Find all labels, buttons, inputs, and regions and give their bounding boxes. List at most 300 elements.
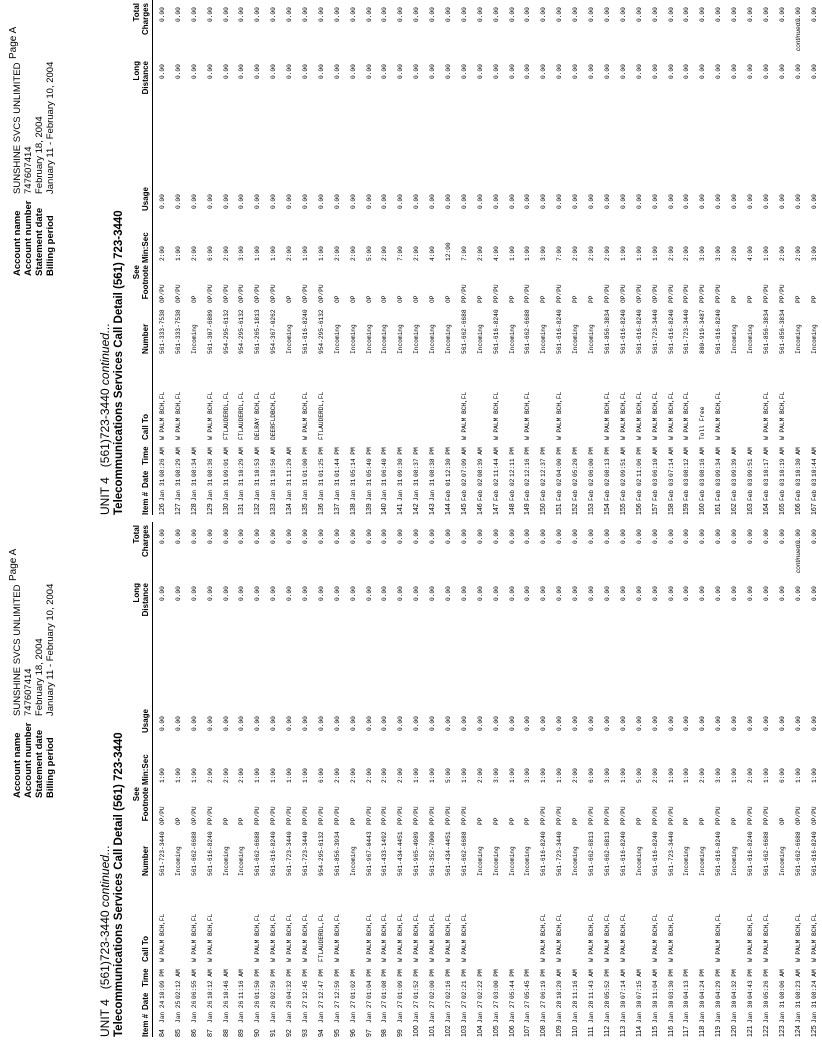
cell-item: 138	[349, 503, 357, 515]
cell-total-charges: 0.00	[667, 529, 675, 544]
cell-number: 561-856-3834	[762, 309, 770, 354]
cell-time: 05:20 PM	[572, 447, 580, 477]
cell-usage: 0.00	[683, 194, 691, 209]
cell-item: 134	[286, 503, 294, 515]
table-row	[568, 0, 584, 515]
cell-min-sec: 7:00	[397, 246, 405, 261]
cell-min-sec: 1:00	[794, 768, 802, 783]
cell-usage: 0.00	[540, 716, 548, 731]
cell-time: 03:30 PM	[667, 969, 675, 999]
cell-number: 561-662-6688	[524, 309, 532, 354]
table-row	[664, 0, 680, 515]
cell-min-sec: 1:00	[190, 768, 198, 783]
cell-footnote: PP	[222, 817, 230, 825]
cell-usage: 0.00	[206, 194, 214, 209]
cell-time: 12:45 PM	[302, 969, 310, 999]
cell-item: 126	[159, 503, 166, 515]
cell-total-charges: 0.00	[492, 529, 500, 544]
statement-page-right	[0, 0, 818, 521]
cell-call-to: W PALM BCH,FL	[556, 913, 564, 962]
cell-min-sec: 5:00	[635, 768, 643, 783]
cell-date: Jan 26	[270, 1000, 278, 1023]
table-row	[219, 0, 235, 515]
cell-long-distance: 0.00	[222, 64, 230, 79]
cell-call-to: W PALM BCH,FL	[746, 913, 754, 962]
cell-number: Incoming	[731, 324, 739, 354]
table-row	[282, 522, 298, 1037]
cell-long-distance: 0.00	[572, 586, 580, 601]
cell-min-sec: 5:00	[365, 246, 373, 261]
cell-number: 561-723-3440	[286, 831, 294, 876]
cell-long-distance: 0.00	[206, 586, 214, 601]
cell-number: Incoming	[222, 846, 230, 876]
cell-min-sec: 2:00	[667, 246, 675, 261]
cell-long-distance: 0.00	[238, 586, 246, 601]
cell-total-charges: 0.00	[460, 529, 468, 544]
cell-call-to: W PALM BCH,FL	[397, 913, 405, 962]
cell-date: Jan 28	[588, 1000, 596, 1023]
cell-time: 05:52 PM	[603, 969, 611, 999]
cell-long-distance: 0.00	[460, 586, 468, 601]
cell-number: 561-616-8240	[270, 831, 278, 876]
cell-total-charges: 0.00	[508, 529, 516, 544]
cell-min-sec: 1:00	[286, 768, 294, 783]
cell-date: Jan 27	[508, 1000, 516, 1023]
cell-usage: 0.00	[254, 716, 262, 731]
cell-number: Incoming	[365, 324, 373, 354]
cell-date: Jan 26	[254, 1000, 262, 1023]
cell-usage: 0.00	[508, 716, 516, 731]
cell-time: 11:44 AM	[492, 447, 500, 477]
cell-long-distance: 0.00	[302, 64, 310, 79]
cell-time: 12:59 PM	[333, 969, 341, 999]
cell-usage: 0.00	[174, 716, 182, 731]
column-headers	[128, 0, 153, 515]
cell-footnote: PP	[731, 295, 739, 303]
cell-number: Incoming	[572, 324, 580, 354]
table-row	[282, 0, 298, 515]
cell-number: Incoming	[174, 846, 182, 876]
cell-total-charges: 0.00	[238, 529, 246, 544]
cell-date: Jan 30	[731, 1000, 739, 1023]
cell-footnote: PP	[794, 295, 802, 303]
unit-number: (561)723-3440	[98, 388, 112, 468]
unit-line	[98, 323, 112, 515]
table-row	[520, 0, 536, 515]
cell-number: Incoming	[588, 324, 596, 354]
cell-date: Feb 03	[746, 478, 754, 501]
cell-call-to: W PALM BCH,FL	[794, 913, 802, 962]
account-name-label: Account name	[12, 732, 23, 798]
cell-time: 10:56 AM	[270, 447, 278, 477]
cell-long-distance: 0.00	[286, 586, 294, 601]
cell-total-charges: 0.00	[810, 529, 818, 544]
cell-item: 148	[508, 503, 516, 515]
table-row	[171, 522, 187, 1037]
cell-usage: 0.00	[588, 716, 596, 731]
cell-number: 561-662-6813	[603, 831, 611, 876]
header-total-charges: Total Charges	[132, 3, 150, 36]
cell-usage: 0.00	[476, 194, 484, 209]
cell-time: 05:26 PM	[762, 969, 770, 999]
table-row	[330, 522, 346, 1037]
cell-usage: 0.00	[302, 716, 310, 731]
billing-period-label: Billing period	[45, 737, 56, 798]
cell-long-distance: 0.00	[159, 586, 166, 601]
cell-min-sec: 2:00	[381, 246, 389, 261]
cell-total-charges: 0.00	[365, 7, 373, 22]
cell-date: Jan 31	[349, 478, 357, 501]
cell-date: Jan 31	[810, 1000, 818, 1023]
cell-usage: 0.00	[794, 194, 802, 209]
cell-date: Jan 31	[429, 478, 437, 501]
table-row	[187, 522, 203, 1037]
cell-call-to: W PALM BCH,FL	[381, 913, 389, 962]
table-row	[171, 0, 187, 515]
cell-date: Jan 28	[603, 1000, 611, 1023]
cell-footnote: PP	[810, 295, 818, 303]
cell-usage: 0.00	[317, 194, 325, 209]
table-row	[632, 522, 648, 1037]
cell-date: Feb 02	[556, 478, 564, 501]
cell-usage: 0.00	[381, 194, 389, 209]
cell-item: 149	[524, 503, 532, 515]
cell-usage: 0.00	[794, 716, 802, 731]
cell-usage: 0.00	[667, 716, 675, 731]
cell-total-charges: 0.00	[746, 529, 754, 544]
cell-call-to: FTLAUDERDL,FL	[238, 391, 246, 440]
cell-time: 12:30 PM	[445, 447, 453, 477]
cell-min-sec: 6:00	[206, 246, 214, 261]
cell-total-charges: 0.00	[572, 7, 580, 22]
cell-footnote: PP	[683, 817, 691, 825]
cell-call-to: W PALM BCH,FL	[651, 913, 659, 962]
table-row	[632, 0, 648, 515]
cell-min-sec: 2:00	[333, 768, 341, 783]
unit-number: (561)723-3440	[98, 910, 112, 990]
cell-total-charges: 0.00	[699, 7, 707, 22]
cell-number: 561-616-8240	[810, 831, 818, 876]
table-row	[473, 522, 489, 1037]
cell-number: Incoming	[429, 324, 437, 354]
cell-usage: 0.00	[349, 194, 357, 209]
table-row	[664, 522, 680, 1037]
cell-item: 130	[222, 503, 230, 515]
cell-footnote: PP/PU	[683, 284, 691, 303]
table-row	[695, 522, 711, 1037]
cell-date: Jan 31	[794, 1000, 802, 1023]
cell-footnote: PP	[572, 295, 580, 303]
cell-total-charges: 0.00	[445, 7, 453, 22]
cell-usage: 0.00	[778, 194, 786, 209]
table-row	[552, 0, 568, 515]
cell-call-to: FTLAUDERDL,FL	[317, 391, 325, 440]
cell-total-charges: 0.00	[667, 7, 675, 22]
cell-call-to: W PALM BCH,FL	[715, 391, 723, 440]
cell-total-charges: 0.00	[731, 7, 739, 22]
cell-item: 124	[794, 1025, 802, 1037]
header-usage: Usage	[141, 708, 150, 733]
cell-call-to: W PALM BCH,FL	[492, 391, 500, 440]
cell-min-sec: 3:00	[238, 246, 246, 261]
cell-number: 561-616-8240	[715, 309, 723, 354]
cell-number: 561-434-4451	[445, 831, 453, 876]
cell-number: 561-616-8240	[492, 309, 500, 354]
cell-number: 561-723-3440	[683, 309, 691, 354]
cell-total-charges: 0.00	[540, 529, 548, 544]
cell-total-charges: 0.00	[429, 7, 437, 22]
cell-number: Incoming	[810, 324, 818, 354]
cell-min-sec: 2:00	[476, 246, 484, 261]
cell-call-to: W PALM BCH,FL	[365, 913, 373, 962]
table-row	[250, 522, 266, 1037]
cell-date: Feb 02	[476, 478, 484, 501]
cell-footnote: PP	[508, 817, 516, 825]
cell-long-distance: 0.00	[667, 64, 675, 79]
cell-date: Feb 03	[794, 478, 802, 501]
cell-footnote: OP/PU	[159, 806, 166, 825]
cell-min-sec: 1:00	[317, 246, 325, 261]
cell-date: Jan 30	[762, 1000, 770, 1023]
cell-number: 954-295-6132	[238, 309, 246, 354]
cell-footnote: PP/PU	[365, 806, 373, 825]
cell-date: Jan 31	[397, 478, 405, 501]
cell-min-sec: 6:00	[778, 768, 786, 783]
cell-long-distance: 0.00	[270, 586, 278, 601]
statement-date-label: Statement date	[34, 207, 45, 276]
cell-call-to: W PALM BCH,FL	[762, 391, 770, 440]
cell-min-sec: 4:00	[492, 246, 500, 261]
cell-footnote: PP/PU	[445, 806, 453, 825]
header-usage: Usage	[141, 186, 150, 211]
header-long-distance: Long Distance	[132, 61, 150, 95]
account-info	[12, 62, 56, 276]
cell-long-distance: 0.00	[699, 64, 707, 79]
cell-min-sec: 2:00	[588, 246, 596, 261]
cell-footnote: OP/PU	[635, 284, 643, 303]
cell-footnote: PP/PU	[286, 806, 294, 825]
cell-number: Incoming	[397, 324, 405, 354]
cell-footnote: PP/PU	[588, 806, 596, 825]
cell-long-distance: 0.00	[333, 64, 341, 79]
cell-time: 11:16 AM	[238, 969, 246, 999]
cell-time: 08:26 AM	[159, 447, 166, 477]
cell-footnote: PP	[572, 817, 580, 825]
header-call-to: Call To	[141, 935, 150, 962]
cell-min-sec: 2:00	[286, 246, 294, 261]
cell-total-charges: 0.00	[778, 7, 786, 22]
cell-date: Jan 31	[778, 1000, 786, 1023]
cell-min-sec: 3:00	[540, 246, 548, 261]
cell-long-distance: 0.00	[190, 586, 198, 601]
cell-item: 119	[715, 1025, 723, 1037]
cell-usage: 0.00	[651, 194, 659, 209]
cell-date: Jan 27	[476, 1000, 484, 1023]
cell-item: 104	[476, 1025, 484, 1037]
table-row	[298, 0, 314, 515]
cell-date: Jan 31	[270, 478, 278, 501]
cell-long-distance: 0.00	[222, 586, 230, 601]
cell-date: Jan 27	[381, 1000, 389, 1023]
cell-total-charges: 0.00	[635, 7, 643, 22]
cell-total-charges: 0.00	[762, 529, 770, 544]
cell-long-distance: 0.00	[556, 64, 564, 79]
cell-usage: 0.00	[619, 716, 627, 731]
cell-footnote: OP/PU	[794, 806, 802, 825]
cell-number: 561-662-6813	[588, 831, 596, 876]
table-row	[155, 522, 171, 1037]
cell-long-distance: 0.00	[746, 64, 754, 79]
unit-continued: continued...	[98, 323, 112, 386]
cell-item: 163	[746, 503, 754, 515]
cell-usage: 0.00	[349, 716, 357, 731]
account-info	[12, 584, 56, 798]
table-row	[314, 522, 330, 1037]
table-row	[441, 0, 457, 515]
cell-date: Jan 27	[365, 1000, 373, 1023]
cell-footnote: PP	[540, 295, 548, 303]
cell-date: Jan 27	[349, 1000, 357, 1023]
cell-item: 150	[540, 503, 548, 515]
cell-min-sec: 1:00	[556, 768, 564, 783]
cell-total-charges: 0.00	[174, 529, 182, 544]
cell-total-charges: 0.00	[603, 7, 611, 22]
table-row	[203, 522, 219, 1037]
billing-period-label: Billing period	[45, 215, 56, 276]
cell-time: 10:09 PM	[159, 969, 166, 999]
cell-total-charges: 0.00	[619, 7, 627, 22]
cell-call-to: W PALM BCH,FL	[302, 913, 310, 962]
cell-usage: 0.00	[635, 716, 643, 731]
cell-usage: 0.00	[174, 194, 182, 209]
table-row	[600, 0, 616, 515]
table-row	[600, 522, 616, 1037]
cell-time: 02:22 PM	[476, 969, 484, 999]
cell-date: Jan 27	[302, 1000, 310, 1023]
cell-footnote: PP	[699, 817, 707, 825]
cell-call-to: DELRAY BCH,FL	[254, 391, 262, 440]
cell-number: 561-616-8240	[715, 831, 723, 876]
cell-min-sec: 1:00	[302, 768, 310, 783]
cell-item: 128	[190, 503, 198, 515]
cell-item: 122	[762, 1025, 770, 1037]
table-row	[775, 522, 791, 1037]
cell-total-charges: 0.00	[270, 529, 278, 544]
cell-usage: 0.00	[588, 194, 596, 209]
cell-total-charges: 0.00	[397, 529, 405, 544]
cell-time: 06:40 PM	[381, 447, 389, 477]
cell-item: 129	[206, 503, 214, 515]
cell-footnote: OP/PU	[190, 806, 198, 825]
cell-date: Feb 03	[810, 478, 818, 501]
cell-long-distance: 0.00	[254, 64, 262, 79]
cell-usage: 0.00	[731, 194, 739, 209]
cell-usage: 0.00	[397, 194, 405, 209]
cell-time: 08:36 AM	[206, 447, 214, 477]
cell-usage: 0.00	[302, 194, 310, 209]
cell-time: 02:16 PM	[445, 969, 453, 999]
cell-call-to: W PALM BCH,FL	[270, 913, 278, 962]
cell-min-sec: 1:00	[460, 768, 468, 783]
table-row	[520, 522, 536, 1037]
cell-total-charges: 0.00	[397, 7, 405, 22]
cell-footnote: OP/PU	[206, 284, 214, 303]
cell-usage: 0.00	[667, 194, 675, 209]
cell-total-charges: 0.00	[238, 7, 246, 22]
header-item: Item #	[141, 1013, 150, 1037]
cell-total-charges: 0.00	[651, 529, 659, 544]
cell-usage: 0.00	[460, 194, 468, 209]
cell-min-sec: 7:00	[460, 246, 468, 261]
cell-call-to: W PALM BCH,FL	[429, 913, 437, 962]
cell-number: Incoming	[349, 846, 357, 876]
cell-long-distance: 0.00	[174, 64, 182, 79]
cell-call-to: W PALM BCH,FL	[810, 913, 818, 962]
table-row	[409, 522, 425, 1037]
cell-item: 92	[286, 1029, 294, 1037]
cell-time: 02:00 PM	[429, 969, 437, 999]
cell-min-sec: 2:00	[572, 768, 580, 783]
cell-call-to: W PALM BCH,FL	[302, 391, 310, 440]
cell-footnote: PP/PU	[778, 284, 786, 303]
cell-item: 94	[317, 1029, 325, 1037]
cell-total-charges: 0.00	[222, 529, 230, 544]
cell-date: Jan 26	[286, 1000, 294, 1023]
table-row	[441, 522, 457, 1037]
cell-total-charges: 0.00	[572, 529, 580, 544]
cell-date: Jan 31	[190, 478, 198, 501]
cell-call-to: W PALM BCH,FL	[715, 913, 723, 962]
cell-item: 166	[794, 503, 802, 515]
cell-time: 01:08 PM	[381, 969, 389, 999]
cell-min-sec: 2:00	[159, 246, 166, 261]
cell-total-charges: 0.00	[429, 529, 437, 544]
cell-total-charges: 0.00	[286, 529, 294, 544]
cell-long-distance: 0.00	[524, 64, 532, 79]
cell-min-sec: 2:00	[349, 246, 357, 261]
cell-usage: 0.00	[699, 716, 707, 731]
cell-date: Jan 31	[365, 478, 373, 501]
section-title: Telecommunications Services Call Detail (561) 723-3440	[113, 732, 125, 1037]
cell-item: 123	[778, 1025, 786, 1037]
cell-usage: 0.00	[397, 716, 405, 731]
cell-total-charges: 0.00	[333, 529, 341, 544]
cell-time: 01:04 PM	[365, 969, 373, 999]
cell-call-to: W PALM BCH,FL	[667, 391, 675, 440]
cell-usage: 0.00	[270, 194, 278, 209]
cell-min-sec: 1:00	[429, 768, 437, 783]
cell-time: 10:12 AM	[206, 969, 214, 999]
cell-usage: 0.00	[746, 194, 754, 209]
cell-long-distance: 0.00	[588, 586, 596, 601]
cell-time: 06:55 AM	[190, 969, 198, 999]
cell-long-distance: 0.00	[254, 586, 262, 601]
cell-time: 08:24 AM	[810, 969, 818, 999]
cell-time: 11:04 AM	[651, 969, 659, 999]
call-detail-rows	[155, 0, 822, 515]
cell-long-distance: 0.00	[731, 586, 739, 601]
cell-footnote: PP/PU	[603, 284, 611, 303]
cell-usage: 0.00	[159, 716, 166, 731]
cell-usage: 0.00	[492, 716, 500, 731]
cell-item: 102	[445, 1025, 453, 1037]
cell-item: 101	[429, 1025, 437, 1037]
cell-item: 165	[778, 503, 786, 515]
cell-date: Feb 03	[778, 478, 786, 501]
table-row	[743, 0, 759, 515]
cell-number: 561-856-3834	[778, 309, 786, 354]
table-row	[648, 522, 664, 1037]
